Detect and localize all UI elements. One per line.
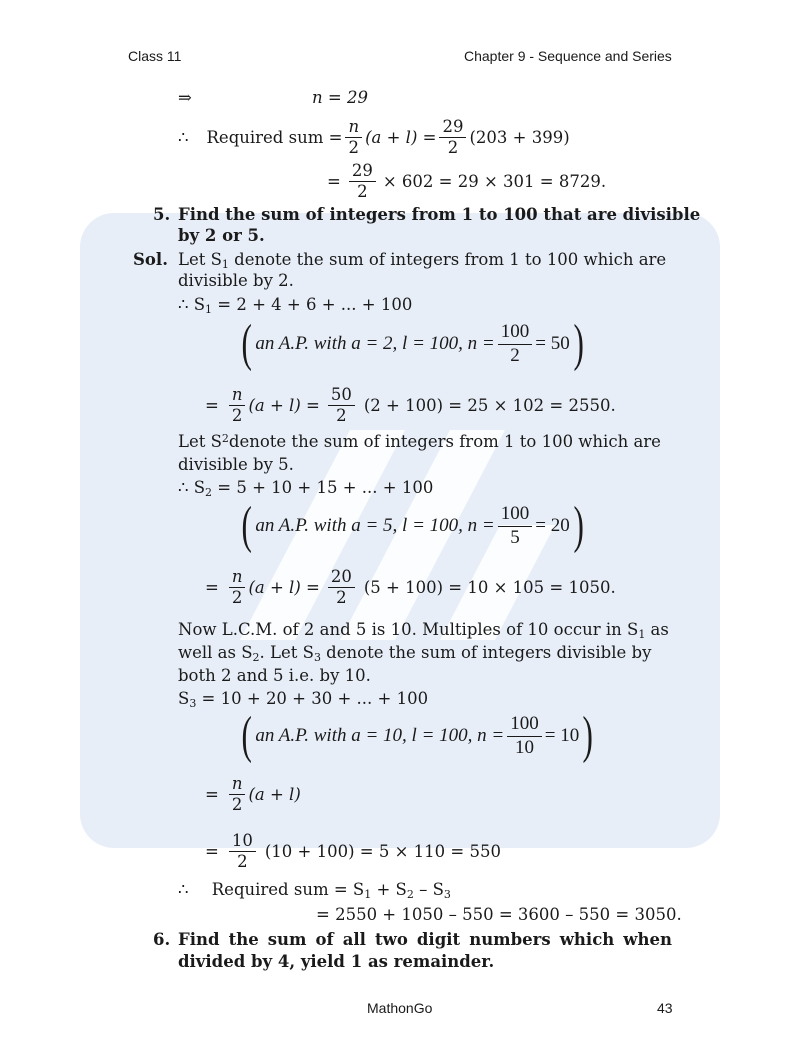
q6-line2: divided by 4, yield 1 as remainder.: [178, 952, 495, 971]
footer-brand: MathonGo: [367, 1000, 433, 1016]
sol-line2: divisible by 2.: [178, 271, 294, 290]
header-class: Class 11: [128, 48, 182, 64]
a-plus-l: (a + l) =: [365, 128, 437, 148]
ap1-text: an A.P. with a = 2, l = 100, n =: [255, 333, 495, 354]
lcm-line1: Now L.C.M. of 2 and 5 is 10. Multiples of 10 occur in $S_1$ as: [178, 620, 669, 641]
prev-required-sum-line: [178, 118, 570, 157]
s1-series: ∴ $S_1 = 2 + 4 + 6$ + ... + 100: [178, 295, 413, 316]
q5-line2: by 2 or 5.: [178, 226, 265, 245]
ap1-result: = 50: [535, 333, 570, 354]
q6-number: 6.: [153, 930, 171, 949]
fraction-29-over-2b: $\frac{29}{2}$: [349, 162, 376, 201]
ap2-result: = 20: [535, 515, 570, 536]
required-sum-line: ∴ Required sum = $S_1 + S_2 - S_3$: [178, 880, 451, 901]
sol-label: Sol.: [133, 250, 168, 269]
sol-line3: Let S 2 denote the sum of integers from 1 to 100 which are: [178, 432, 661, 451]
lcm-line2: well as $S_2$. Let $S_3$ denote the sum of integers divisible by: [178, 643, 652, 664]
ap2-text: an A.P. with a = 5, l = 100, n =: [255, 515, 495, 536]
sol-line1: Let $S_1$ denote the sum of integers from 1 to 100 which are: [178, 250, 667, 271]
fraction-29-over-2: $\frac{29}{2}$: [439, 118, 466, 157]
ap3-result: = 10: [544, 725, 580, 746]
fraction-n-over-2: $\frac{n}{2}$: [345, 118, 362, 157]
ap2-fraction: $\frac{100}{5}$: [498, 504, 533, 549]
sol-line4: divisible by 5.: [178, 455, 294, 474]
required-sum-label: Required sum =: [206, 128, 343, 148]
prev-result-line: [327, 162, 606, 201]
ap1-box: ( an A.P. with a = 2, l = 100, n = $\frac{100}{2}$ = 50 ): [241, 315, 584, 372]
ap2-box: ( an A.P. with a = 5, l = 100, n = $\frac{100}{5}$ = 20 ): [241, 497, 584, 554]
header-chapter: Chapter 9 - Sequence and Series: [464, 48, 672, 64]
ap3-fraction: $\frac{100}{10}$: [507, 714, 542, 759]
ap3-text: an A.P. with a = 10, l = 100, n =: [255, 725, 505, 746]
required-sum-result: = 2550 + 1050 – 550 = 3600 – 550 = 3050.: [316, 905, 682, 924]
s3-calc: = $\frac{n}{2}$ (a + l): [205, 774, 301, 815]
ap1-fraction: $\frac{100}{2}$: [498, 322, 533, 367]
therefore-symbol: ∴: [178, 128, 189, 148]
lcm-line3: both 2 and 5 i.e. by 10.: [178, 666, 371, 685]
equals: =: [327, 172, 341, 192]
s2-calc: = $\frac{n}{2}$ (a + l) = $\frac{20}{2}$ (5 + 100) = 10 × 105 = 1050.: [205, 567, 616, 608]
prev-result: × 602 = 29 × 301 = 8729.: [382, 172, 607, 192]
s3-final: = $\frac{10}{2}$ (10 + 100) = 5 × 110 = 550: [205, 831, 501, 872]
implies-arrow: ⇒: [178, 88, 192, 107]
q5-line1: Find the sum of integers from 1 to 100 that are divisible: [178, 205, 701, 224]
n-equals-29: n = 29: [312, 88, 368, 107]
s2-series: ∴ $S_2 = 5 + 10 + 15$ + ... + 100: [178, 478, 434, 499]
q6-line1: Find the sum of all two digit numbers which when: [178, 930, 672, 949]
s3-series: $S_3 = 10 + 20 + 30$ + ... + 100: [178, 689, 429, 710]
page-number: 43: [657, 1000, 673, 1016]
paren-203-399: (203 + 399): [469, 128, 570, 148]
ap3-box: ( an A.P. with a = 10, l = 100, n = $\frac{100}{10}$ = 10 ): [241, 707, 594, 764]
q5-number: 5.: [153, 205, 171, 224]
s1-calc: = $\frac{n}{2}$ (a + l) = $\frac{50}{2}$ (2 + 100) = 25 × 102 = 2550.: [205, 385, 616, 426]
